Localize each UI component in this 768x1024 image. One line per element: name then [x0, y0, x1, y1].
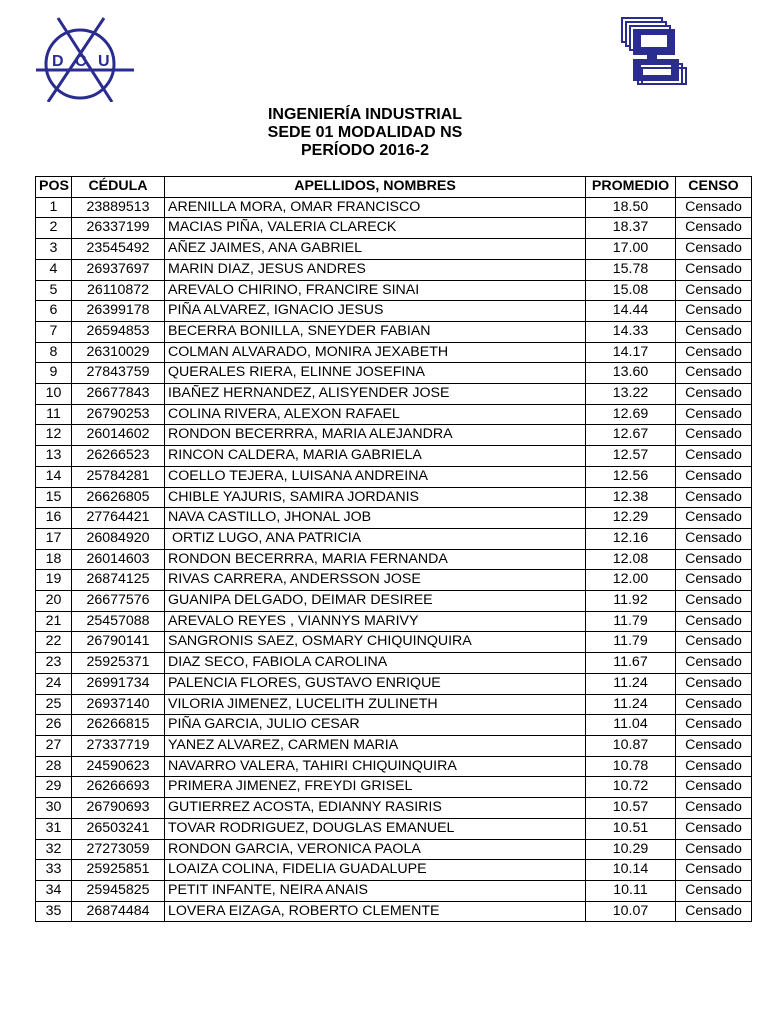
cell-censo: Censado: [676, 321, 752, 342]
cell-promedio: 12.00: [586, 570, 676, 591]
cell-censo: Censado: [676, 280, 752, 301]
cell-pos: 15: [36, 487, 72, 508]
table-row: [36, 694, 752, 715]
cell-cedula: 27843759: [72, 363, 165, 384]
cell-promedio: 12.56: [586, 466, 676, 487]
cell-nombre: DIAZ SECO, FABIOLA CAROLINA: [165, 653, 586, 674]
column-header-cedula: CÉDULA: [72, 177, 165, 198]
cell-nombre: LOVERA EIZAGA, ROBERTO CLEMENTE: [165, 901, 586, 922]
cell-promedio: 18.50: [586, 197, 676, 218]
cell-cedula: 26266523: [72, 446, 165, 467]
table-row: [36, 197, 752, 218]
cell-pos: 27: [36, 735, 72, 756]
cell-nombre: RONDON BECERRRA, MARIA FERNANDA: [165, 549, 586, 570]
cell-pos: 14: [36, 466, 72, 487]
cell-nombre: COLMAN ALVARADO, MONIRA JEXABETH: [165, 342, 586, 363]
table-row: [36, 425, 752, 446]
table-row: [36, 508, 752, 529]
cell-censo: Censado: [676, 197, 752, 218]
cell-censo: Censado: [676, 632, 752, 653]
table-row: [36, 570, 752, 591]
cell-pos: 18: [36, 549, 72, 570]
cell-censo: Censado: [676, 404, 752, 425]
cell-pos: 12: [36, 425, 72, 446]
table-row: [36, 301, 752, 322]
cell-promedio: 10.29: [586, 839, 676, 860]
table-row: [36, 487, 752, 508]
cell-nombre: NAVA CASTILLO, JHONAL JOB: [165, 508, 586, 529]
cell-promedio: 13.22: [586, 384, 676, 405]
table-row: [36, 342, 752, 363]
cell-nombre: ARENILLA MORA, OMAR FRANCISCO: [165, 197, 586, 218]
cell-censo: Censado: [676, 756, 752, 777]
cell-pos: 1: [36, 197, 72, 218]
cell-nombre: PETIT INFANTE, NEIRA ANAIS: [165, 880, 586, 901]
table-row: [36, 777, 752, 798]
table-header-row: [36, 177, 752, 198]
cell-nombre: BECERRA BONILLA, SNEYDER FABIAN: [165, 321, 586, 342]
cell-promedio: 10.72: [586, 777, 676, 798]
cell-censo: Censado: [676, 239, 752, 260]
cell-nombre: RINCON CALDERA, MARIA GABRIELA: [165, 446, 586, 467]
cell-pos: 35: [36, 901, 72, 922]
cell-promedio: 11.92: [586, 591, 676, 612]
cell-nombre: TOVAR RODRIGUEZ, DOUGLAS EMANUEL: [165, 818, 586, 839]
cell-promedio: 10.87: [586, 735, 676, 756]
cell-censo: Censado: [676, 342, 752, 363]
table-row: [36, 632, 752, 653]
cell-censo: Censado: [676, 549, 752, 570]
table-row: [36, 798, 752, 819]
table-body: [36, 197, 752, 922]
cell-cedula: 26790141: [72, 632, 165, 653]
cell-censo: Censado: [676, 715, 752, 736]
cell-pos: 26: [36, 715, 72, 736]
cell-promedio: 14.17: [586, 342, 676, 363]
column-header-pos: POS: [36, 177, 72, 198]
cell-pos: 28: [36, 756, 72, 777]
cell-cedula: 27764421: [72, 508, 165, 529]
cell-pos: 6: [36, 301, 72, 322]
cell-nombre: GUANIPA DELGADO, DEIMAR DESIREE: [165, 591, 586, 612]
cell-promedio: 11.79: [586, 611, 676, 632]
table-row: [36, 239, 752, 260]
table-row: [36, 321, 752, 342]
table-row: [36, 259, 752, 280]
cell-nombre: COELLO TEJERA, LUISANA ANDREINA: [165, 466, 586, 487]
table-row: [36, 653, 752, 674]
cell-promedio: 14.44: [586, 301, 676, 322]
cell-nombre: PALENCIA FLORES, GUSTAVO ENRIQUE: [165, 673, 586, 694]
cell-censo: Censado: [676, 218, 752, 239]
cell-cedula: 26874484: [72, 901, 165, 922]
cell-pos: 20: [36, 591, 72, 612]
cell-cedula: 26014603: [72, 549, 165, 570]
cell-nombre: PRIMERA JIMENEZ, FREYDI GRISEL: [165, 777, 586, 798]
cell-censo: Censado: [676, 818, 752, 839]
cell-pos: 31: [36, 818, 72, 839]
cell-promedio: 11.67: [586, 653, 676, 674]
dcu-letter-c: C: [75, 53, 87, 70]
cell-cedula: 26790253: [72, 404, 165, 425]
cell-nombre: QUERALES RIERA, ELINNE JOSEFINA: [165, 363, 586, 384]
cell-censo: Censado: [676, 384, 752, 405]
cell-nombre: AÑEZ JAIMES, ANA GABRIEL: [165, 239, 586, 260]
cell-nombre: YANEZ ALVAREZ, CARMEN MARIA: [165, 735, 586, 756]
cell-promedio: 10.11: [586, 880, 676, 901]
cell-cedula: 25457088: [72, 611, 165, 632]
cell-censo: Censado: [676, 487, 752, 508]
cell-cedula: 26310029: [72, 342, 165, 363]
cell-cedula: 23545492: [72, 239, 165, 260]
cell-cedula: 26874125: [72, 570, 165, 591]
table-row: [36, 446, 752, 467]
cell-pos: 17: [36, 528, 72, 549]
table-row: [36, 549, 752, 570]
cell-pos: 34: [36, 880, 72, 901]
cell-censo: Censado: [676, 466, 752, 487]
table-row: [36, 384, 752, 405]
cell-nombre: PIÑA GARCIA, JULIO CESAR: [165, 715, 586, 736]
cell-censo: Censado: [676, 611, 752, 632]
cell-censo: Censado: [676, 735, 752, 756]
table-row: [36, 860, 752, 881]
document-heading: [0, 106, 730, 160]
cell-censo: Censado: [676, 570, 752, 591]
table-row: [36, 404, 752, 425]
heading-program: INGENIERÍA INDUSTRIAL: [267, 106, 463, 123]
cell-pos: 32: [36, 839, 72, 860]
cell-pos: 2: [36, 218, 72, 239]
cell-censo: Censado: [676, 446, 752, 467]
cell-pos: 8: [36, 342, 72, 363]
cell-promedio: 11.24: [586, 694, 676, 715]
cell-cedula: 25925851: [72, 860, 165, 881]
dcu-emblem-icon: [30, 14, 138, 102]
cell-pos: 3: [36, 239, 72, 260]
cell-promedio: 18.37: [586, 218, 676, 239]
cell-nombre: CHIBLE YAJURIS, SAMIRA JORDANIS: [165, 487, 586, 508]
cell-cedula: 26266815: [72, 715, 165, 736]
cell-cedula: 27273059: [72, 839, 165, 860]
cell-censo: Censado: [676, 839, 752, 860]
cell-censo: Censado: [676, 673, 752, 694]
cell-cedula: 24590623: [72, 756, 165, 777]
cell-promedio: 12.67: [586, 425, 676, 446]
heading-period: PERÍODO 2016-2: [300, 142, 430, 159]
cell-promedio: 14.33: [586, 321, 676, 342]
cell-promedio: 11.79: [586, 632, 676, 653]
table-row: [36, 363, 752, 384]
cell-cedula: 26991734: [72, 673, 165, 694]
cell-cedula: 26937697: [72, 259, 165, 280]
cell-censo: Censado: [676, 901, 752, 922]
cell-censo: Censado: [676, 694, 752, 715]
table-row: [36, 818, 752, 839]
cell-cedula: 26110872: [72, 280, 165, 301]
table-row: [36, 673, 752, 694]
cell-cedula: 26503241: [72, 818, 165, 839]
cell-pos: 11: [36, 404, 72, 425]
cell-cedula: 25925371: [72, 653, 165, 674]
cell-promedio: 12.29: [586, 508, 676, 529]
table-row: [36, 528, 752, 549]
cell-nombre: RONDON BECERRRA, MARIA ALEJANDRA: [165, 425, 586, 446]
dcu-letter-u: U: [98, 53, 110, 70]
cell-promedio: 13.60: [586, 363, 676, 384]
cell-pos: 13: [36, 446, 72, 467]
cell-censo: Censado: [676, 259, 752, 280]
cell-nombre: VILORIA JIMENEZ, LUCELITH ZULINETH: [165, 694, 586, 715]
stacked-blocks-logo-icon: [618, 14, 690, 86]
cell-pos: 4: [36, 259, 72, 280]
table-row: [36, 735, 752, 756]
cell-cedula: 26677576: [72, 591, 165, 612]
column-header-promedio: PROMEDIO: [586, 177, 676, 198]
cell-censo: Censado: [676, 301, 752, 322]
cell-promedio: 10.51: [586, 818, 676, 839]
cell-promedio: 10.14: [586, 860, 676, 881]
cell-pos: 24: [36, 673, 72, 694]
cell-nombre: ORTIZ LUGO, ANA PATRICIA: [165, 528, 586, 549]
table-row: [36, 756, 752, 777]
cell-nombre: MACIAS PIÑA, VALERIA CLARECK: [165, 218, 586, 239]
cell-promedio: 17.00: [586, 239, 676, 260]
cell-cedula: 26084920: [72, 528, 165, 549]
cell-censo: Censado: [676, 508, 752, 529]
cell-promedio: 15.78: [586, 259, 676, 280]
column-header-censo: CENSO: [676, 177, 752, 198]
cell-promedio: 15.08: [586, 280, 676, 301]
cell-nombre: AREVALO CHIRINO, FRANCIRE SINAI: [165, 280, 586, 301]
cell-nombre: IBAÑEZ HERNANDEZ, ALISYENDER JOSE: [165, 384, 586, 405]
table-row: [36, 880, 752, 901]
cell-censo: Censado: [676, 860, 752, 881]
student-ranking-table: [35, 176, 752, 922]
cell-cedula: 23889513: [72, 197, 165, 218]
cell-promedio: 11.04: [586, 715, 676, 736]
cell-cedula: 26014602: [72, 425, 165, 446]
cell-censo: Censado: [676, 425, 752, 446]
table-row: [36, 218, 752, 239]
cell-promedio: 11.24: [586, 673, 676, 694]
cell-promedio: 12.08: [586, 549, 676, 570]
cell-promedio: 12.69: [586, 404, 676, 425]
cell-pos: 19: [36, 570, 72, 591]
cell-cedula: 26266693: [72, 777, 165, 798]
cell-nombre: LOAIZA COLINA, FIDELIA GUADALUPE: [165, 860, 586, 881]
cell-pos: 25: [36, 694, 72, 715]
cell-cedula: 26626805: [72, 487, 165, 508]
table-row: [36, 466, 752, 487]
cell-promedio: 12.38: [586, 487, 676, 508]
cell-pos: 21: [36, 611, 72, 632]
cell-nombre: SANGRONIS SAEZ, OSMARY CHIQUINQUIRA: [165, 632, 586, 653]
table-row: [36, 715, 752, 736]
dcu-letter-d: D: [52, 53, 64, 70]
column-header-nombres: APELLIDOS, NOMBRES: [165, 177, 586, 198]
cell-pos: 29: [36, 777, 72, 798]
cell-cedula: 27337719: [72, 735, 165, 756]
cell-promedio: 12.57: [586, 446, 676, 467]
cell-cedula: 26399178: [72, 301, 165, 322]
cell-censo: Censado: [676, 528, 752, 549]
cell-nombre: PIÑA ALVAREZ, IGNACIO JESUS: [165, 301, 586, 322]
cell-promedio: 10.78: [586, 756, 676, 777]
cell-censo: Censado: [676, 363, 752, 384]
table-row: [36, 901, 752, 922]
cell-promedio: 12.16: [586, 528, 676, 549]
cell-pos: 5: [36, 280, 72, 301]
cell-cedula: 25945825: [72, 880, 165, 901]
cell-nombre: COLINA RIVERA, ALEXON RAFAEL: [165, 404, 586, 425]
cell-pos: 23: [36, 653, 72, 674]
table-row: [36, 591, 752, 612]
cell-censo: Censado: [676, 591, 752, 612]
cell-promedio: 10.07: [586, 901, 676, 922]
cell-pos: 30: [36, 798, 72, 819]
cell-cedula: 26677843: [72, 384, 165, 405]
heading-sede: SEDE 01 MODALIDAD NS: [267, 124, 463, 141]
cell-cedula: 26337199: [72, 218, 165, 239]
table-row: [36, 611, 752, 632]
cell-pos: 22: [36, 632, 72, 653]
cell-cedula: 26937140: [72, 694, 165, 715]
cell-censo: Censado: [676, 798, 752, 819]
table-row: [36, 839, 752, 860]
cell-pos: 10: [36, 384, 72, 405]
cell-cedula: 26790693: [72, 798, 165, 819]
table-row: [36, 280, 752, 301]
cell-cedula: 25784281: [72, 466, 165, 487]
cell-nombre: GUTIERREZ ACOSTA, EDIANNY RASIRIS: [165, 798, 586, 819]
cell-nombre: MARIN DIAZ, JESUS ANDRES: [165, 259, 586, 280]
cell-pos: 16: [36, 508, 72, 529]
cell-nombre: RIVAS CARRERA, ANDERSSON JOSE: [165, 570, 586, 591]
cell-pos: 9: [36, 363, 72, 384]
cell-pos: 33: [36, 860, 72, 881]
cell-nombre: AREVALO REYES , VIANNYS MARIVY: [165, 611, 586, 632]
cell-censo: Censado: [676, 880, 752, 901]
cell-cedula: 26594853: [72, 321, 165, 342]
cell-censo: Censado: [676, 653, 752, 674]
cell-promedio: 10.57: [586, 798, 676, 819]
cell-nombre: NAVARRO VALERA, TAHIRI CHIQUINQUIRA: [165, 756, 586, 777]
cell-nombre: RONDON GARCIA, VERONICA PAOLA: [165, 839, 586, 860]
cell-pos: 7: [36, 321, 72, 342]
cell-censo: Censado: [676, 777, 752, 798]
